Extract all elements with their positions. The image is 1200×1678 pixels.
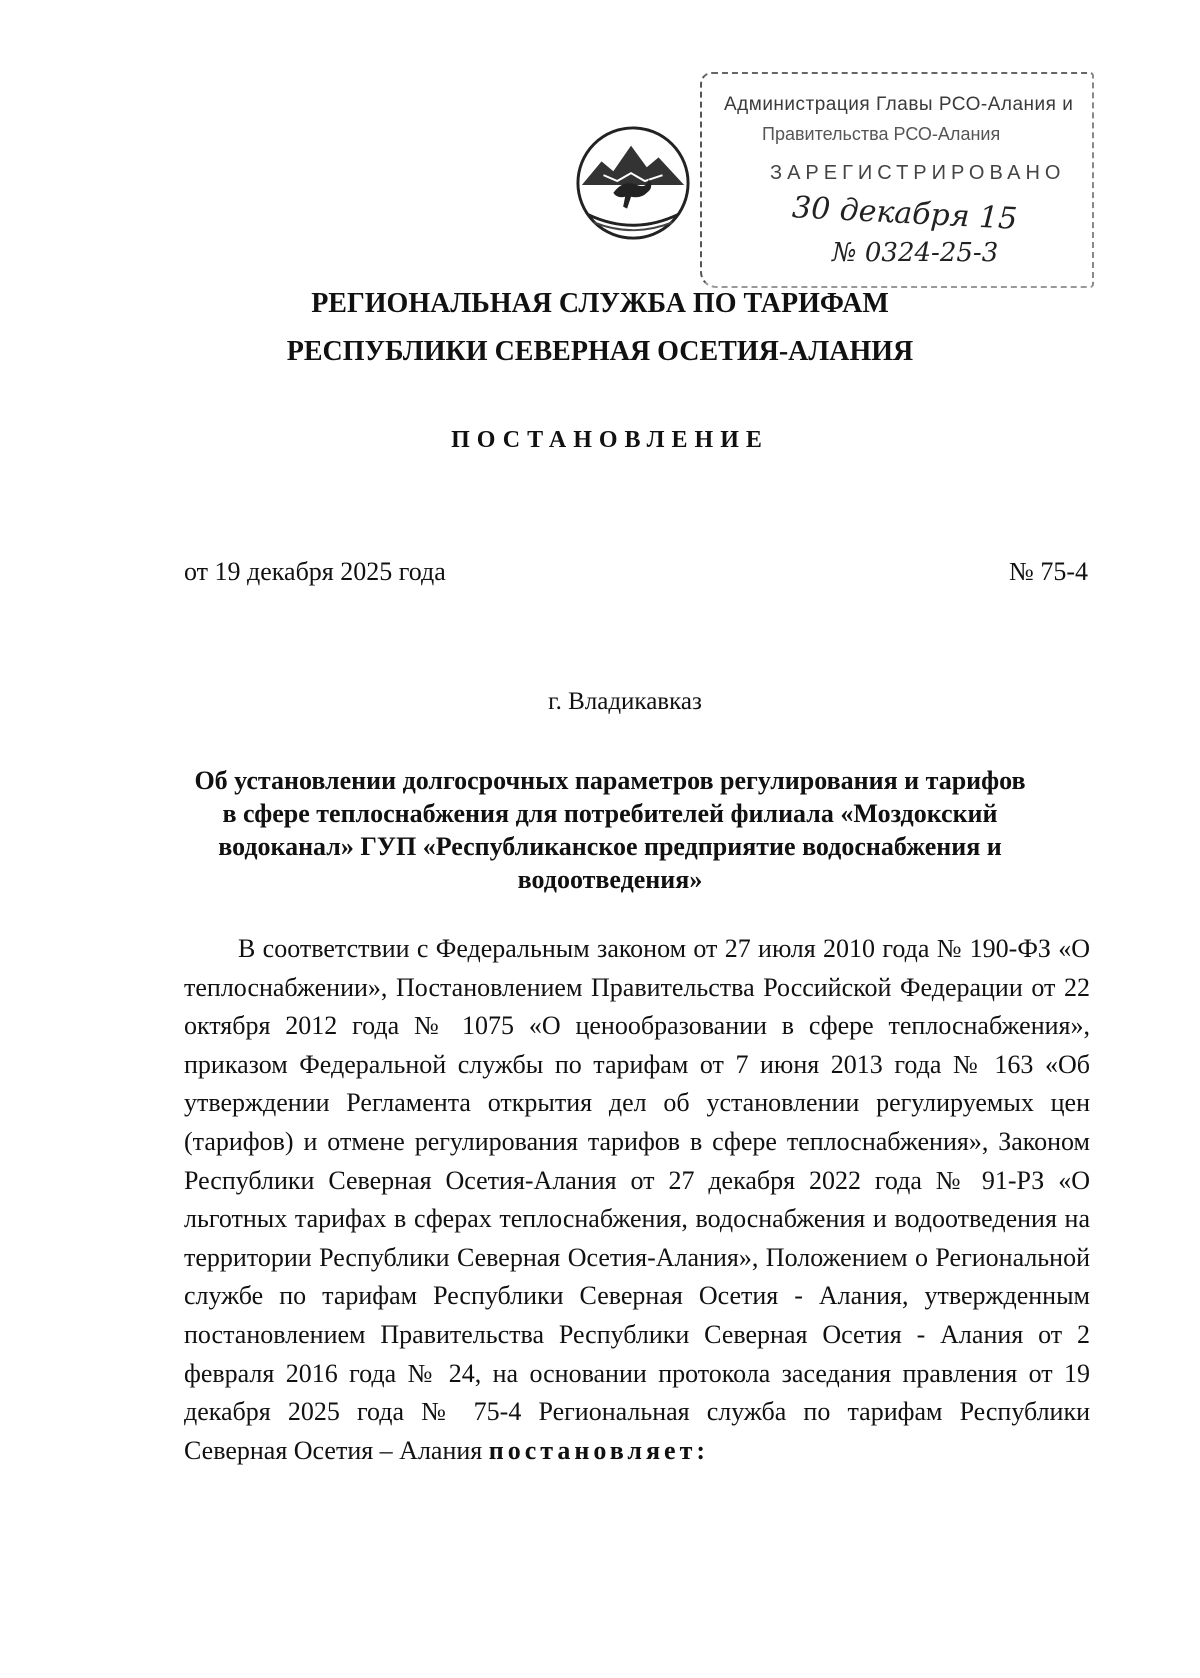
organization-name-line2: РЕСПУБЛИКИ СЕВЕРНАЯ ОСЕТИЯ-АЛАНИЯ	[286, 336, 914, 367]
stamp-government-line: Правительства РСО-Алания	[762, 124, 1001, 144]
preamble-paragraph	[184, 930, 1090, 1470]
document-title: Об установлении долгосрочных параметров регулирования и тарифов в сфере теплоснабжения для потребителей филиала «Моздокский водоканал» ГУП «Республиканское предприятие водоснабжения и водоотведения»	[194, 766, 1026, 894]
stamp-handwritten-date: 30 декабря 15	[791, 190, 1019, 237]
registration-stamp	[700, 72, 1094, 288]
organization-name-line1: РЕГИОНАЛЬНАЯ СЛУЖБА ПО ТАРИФАМ	[311, 288, 889, 319]
document-number: № 75-4	[1009, 557, 1088, 586]
stamp-registered-label: ЗАРЕГИСТРИРОВАНО	[770, 162, 1066, 184]
coat-of-arms-emblem	[574, 124, 692, 242]
document-date: от 19 декабря 2025 года	[184, 557, 446, 586]
document-type-heading: ПОСТАНОВЛЕНИЕ	[451, 427, 769, 453]
preamble-text: В соответствии с Федеральным законом от 27 июля 2010 года № 190-ФЗ «О теплоснабжении», Постановлением Правительства Российской Федерации от 22 октября 2012 года № 1075 «О ценообразовании в сфере теплоснабжения», приказом Федеральной службы по тарифам от 7 июня 2013 года № 163 «Об утверждении Регламента открытия дел об установлении регулируемых цен (тарифов) и отмене регулирования тарифов в сфере теплоснабжения», Законом Республики Северная Осетия-Алания от 27 декабря 2022 года № 91-РЗ «О льготных тарифах в сферах теплоснабжения, водоснабжения и водоотведения на территории Республики Северная Осетия-Алания», Положением о Региональной службе по тарифам Республики Северная Осетия - Алания, утвержденным постановлением Правительства Республики Северная Осетия - Алания от 2 февраля 2016 года № 24, на основании протокола заседания правления от 19 декабря 2025 года № 75-4 Региональная служба по тарифам Республики Северная Осетия – Алания	[184, 934, 1090, 1465]
stamp-authority-line: Администрация Главы РСО-Алания и	[724, 94, 1074, 115]
document-city: г. Владикавказ	[548, 688, 702, 715]
stamp-registration-number: № 0324-25-3	[832, 238, 999, 268]
decree-word: постановляет:	[488, 1435, 710, 1465]
